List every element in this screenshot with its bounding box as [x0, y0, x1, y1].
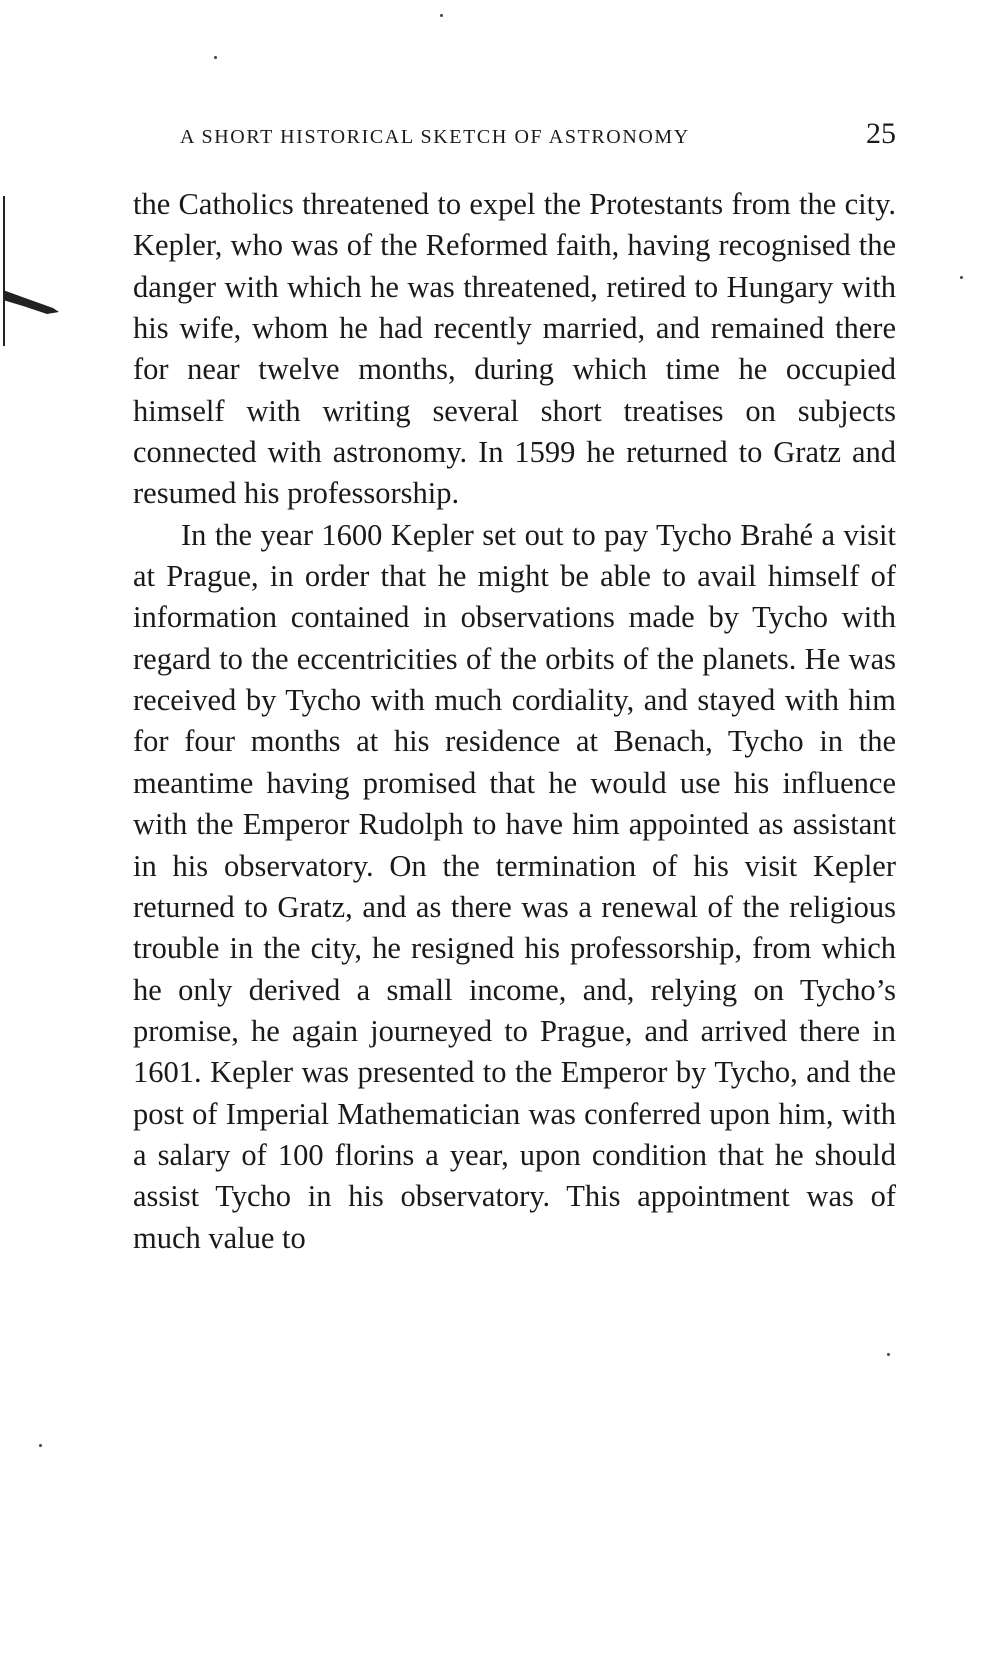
scan-edge-flag [3, 286, 63, 326]
paragraph-kepler-visit: In the year 1600 Kepler set out to pay Tycho Brahé a visit at Prague, in order that he might be able to avail himself of information contained in observations made by Tycho with regard to the eccentricities of the orbits of the planets. He was received by Tycho with much cordiality, and stayed with him for four months at his residence at Benach, Tycho in the meantime having promised that he would use his influence with the Emperor Rudolph to have him appointed as assistant in his observatory. On the termination of his visit Kepler returned to Gratz, and as there was a renewal of the religious trouble in the city, he resigned his professorship, from which he only derived a small income, and, relying on Tycho’s promise, he again journeyed to Prague, and arrived there in 1601. Kepler was presented to the Emperor by Tycho, and the post of Imperial Mathematician was conferred upon him, with a salary of 100 florins a year, upon condition that he should assist Tycho in his observatory. This appointment was of much value to [133, 517, 896, 1255]
scan-speck [39, 1444, 42, 1447]
paragraph-continued: the Catholics threatened to expel the Protestants from the city. Kepler, who was of the Reformed faith, having recognised the danger with which he was threatened, retired to Hungary with his wife, whom he had recently married, and remained there for near twelve months, during which time he occupied himself with writing several short treatises on subjects connected with astronomy. In 1599 he returned to Gratz and resumed his professorship. [133, 187, 896, 511]
body-text [133, 184, 896, 1259]
page-number: 25 [866, 117, 896, 150]
scan-speck [214, 56, 217, 59]
running-title: A SHORT HISTORICAL SKETCH OF ASTRONOMY [180, 126, 690, 148]
scan-speck [440, 14, 443, 17]
scan-speck [960, 276, 963, 279]
scan-speck [887, 1353, 890, 1356]
running-head [180, 117, 896, 153]
